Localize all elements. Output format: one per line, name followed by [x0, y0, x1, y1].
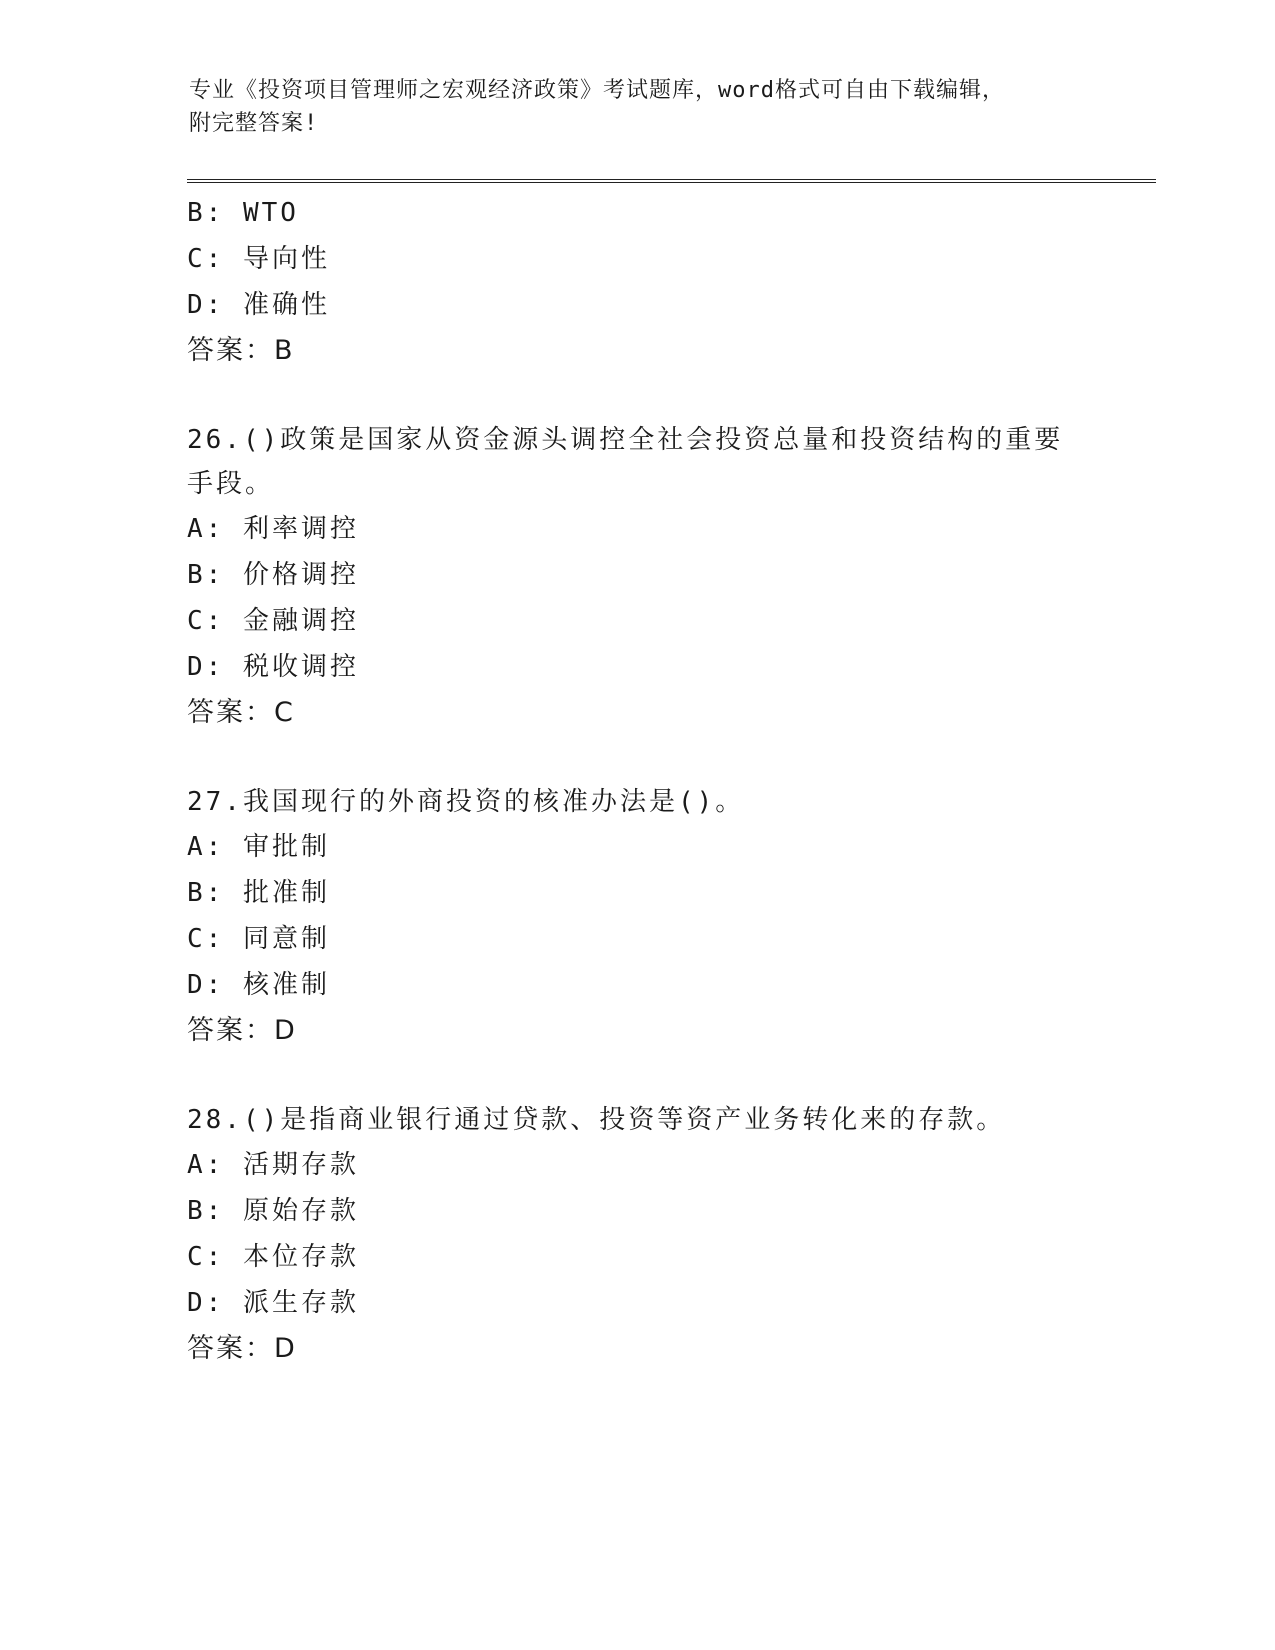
option-b: B: 价格调控: [187, 560, 359, 590]
option-c: C: 金融调控: [187, 606, 359, 636]
question-list: [187, 190, 1087, 1372]
question-text: 26.()政策是国家从资金源头调控全社会投资总量和投资结构的重要手段。: [187, 425, 1064, 499]
option-d: D: 派生存款: [187, 1288, 359, 1318]
option-c: C: 同意制: [187, 924, 330, 954]
option-b: B: WTO: [187, 198, 299, 228]
option-c: C: 本位存款: [187, 1242, 359, 1272]
document-header: [189, 74, 1069, 140]
question-text: 28.()是指商业银行通过贷款、投资等资产业务转化来的存款。: [187, 1105, 1006, 1135]
option-b: B: 原始存款: [187, 1196, 359, 1226]
header-line-2: 附完整答案!: [189, 111, 319, 136]
option-a: A: 审批制: [187, 832, 330, 862]
answer-line: 答案：B: [187, 335, 295, 366]
question-block-28: [187, 1098, 1087, 1372]
option-d: D: 核准制: [187, 970, 330, 1000]
question-text: 27.我国现行的外商投资的核准办法是()。: [187, 787, 745, 817]
answer-line: 答案：C: [187, 697, 295, 728]
question-block-27: [187, 780, 1087, 1054]
answer-line: 答案：D: [187, 1015, 297, 1046]
header-divider: [187, 179, 1156, 183]
option-c: C: 导向性: [187, 244, 330, 274]
answer-line: 答案：D: [187, 1333, 297, 1364]
question-block-25: [187, 190, 1087, 374]
option-a: A: 利率调控: [187, 514, 359, 544]
option-b: B: 批准制: [187, 878, 330, 908]
header-line-1: 专业《投资项目管理师之宏观经济政策》考试题库，word格式可自由下载编辑，: [189, 78, 1005, 103]
option-d: D: 税收调控: [187, 652, 359, 682]
option-d: D: 准确性: [187, 290, 330, 320]
option-a: A: 活期存款: [187, 1150, 359, 1180]
question-block-26: [187, 418, 1087, 736]
